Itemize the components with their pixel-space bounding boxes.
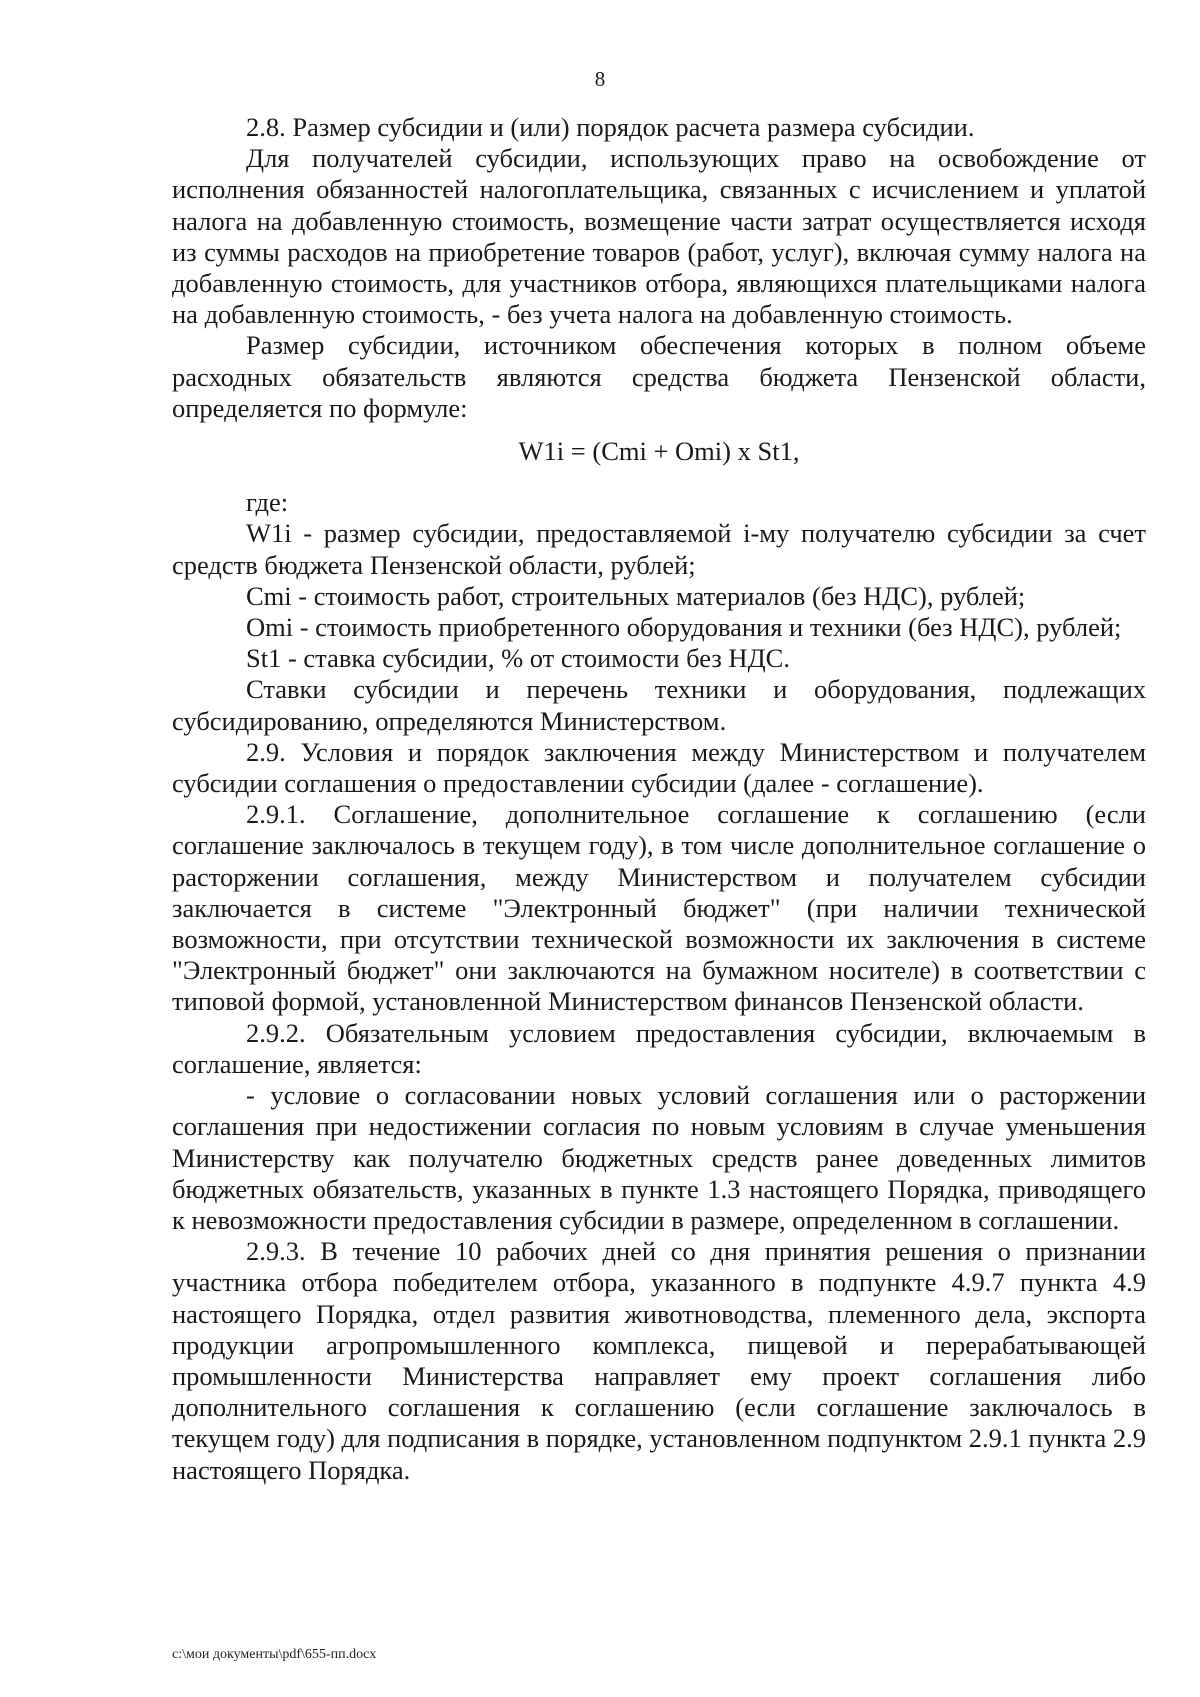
document-body (172, 112, 1146, 1486)
section-2-9-2: 2.9.2. Обязательным условием предоставления субсидии, включаемым в соглашение, является: (172, 1017, 1146, 1079)
formula-var-omi: Omi - стоимость приобретенного оборудования и техники (без НДС), рублей; (246, 612, 1122, 643)
section-2-9-1: 2.9.1. Соглашение, дополнительное соглашение к соглашению (если соглашение заключалось в текущем году), в том числе дополнительное соглашение о расторжении соглашения, между Министерством и получателем субсидии заключается в системе "Электронный бюджет" (при наличии технической возможности, при отсутствии технической возможности их заключения в системе "Электронный бюджет" они заключаются на бумажном носителе) в соответствии с типовой формой, установленной Министерством финансов Пензенской области. (172, 799, 1146, 1017)
formula-var-w1i: W1i - размер субсидии, предоставляемой i-му получателю субсидии за счет средств бюджета Пензенской области, рублей; (172, 518, 1146, 580)
formula-where-label: где: (246, 487, 289, 518)
paragraph-formula-intro: Размер субсидии, источником обеспечения которых в полном объеме расходных обязательств являются средства бюджета Пензенской области, определяется по формуле: (172, 330, 1146, 423)
section-2-9-heading: 2.9. Условия и порядок заключения между Министерством и получателем субсидии соглашения о предоставлении субсидии (далее - соглашение). (172, 736, 1146, 799)
section-2-9-3: 2.9.3. В течение 10 рабочих дней со дня принятия решения о признании участника отбора победителем отбора, указанного в подпункте 4.9.7 пункта 4.9 настоящего Порядка, отдел развития животноводства, племенного дела, экспорта продукции агропромышленного комплекса, пищевой и перерабатывающей промышленности Министерства направляет ему проект соглашения либо дополнительного соглашения к соглашению (если соглашение заключалось в текущем году) для подписания в порядке, установленном подпунктом 2.9.1 пункта 2.9 настоящего Порядка. (172, 1236, 1146, 1485)
formula-var-st1: St1 - ставка субсидии, % от стоимости без НДС. (246, 643, 790, 674)
subsidy-formula: W1i = (Cmi + Omi) x St1, (518, 436, 800, 467)
section-2-8-heading: 2.8. Размер субсидии и (или) порядок расчета размера субсидии. (246, 112, 975, 142)
formula-var-cmi: Cmi - стоимость работ, строительных материалов (без НДС), рублей; (246, 580, 1026, 611)
footer-file-path: c:\мои документы\pdf\655-пп.docx (172, 1647, 377, 1662)
section-2-9-2-condition: - условие о согласовании новых условий соглашения или о расторжении соглашения при недостижении согласия по новым условиям в случае уменьшения Министерству как получателю бюджетных средств ранее доведенных лимитов бюджетных обязательств, указанных в пункте 1.3 настоящего Порядка, приводящего к невозможности предоставления субсидии в размере, определенном в соглашении. (172, 1080, 1146, 1235)
paragraph-vat-recipients: Для получателей субсидии, использующих право на освобождение от исполнения обязанностей налогоплательщика, связанных с исчислением и уплатой налога на добавленную стоимость, возмещение части затрат осуществляется исходя из суммы расходов на приобретение товаров (работ, услуг), включая сумму налога на добавленную стоимость, для участников отбора, являющихся плательщиками налога на добавленную стоимость, - без учета налога на добавленную стоимость. (172, 143, 1146, 330)
page-number: 8 (594, 67, 606, 91)
paragraph-rates: Ставки субсидии и перечень техники и оборудования, подлежащих субсидированию, определяются Министерством. (172, 674, 1146, 736)
